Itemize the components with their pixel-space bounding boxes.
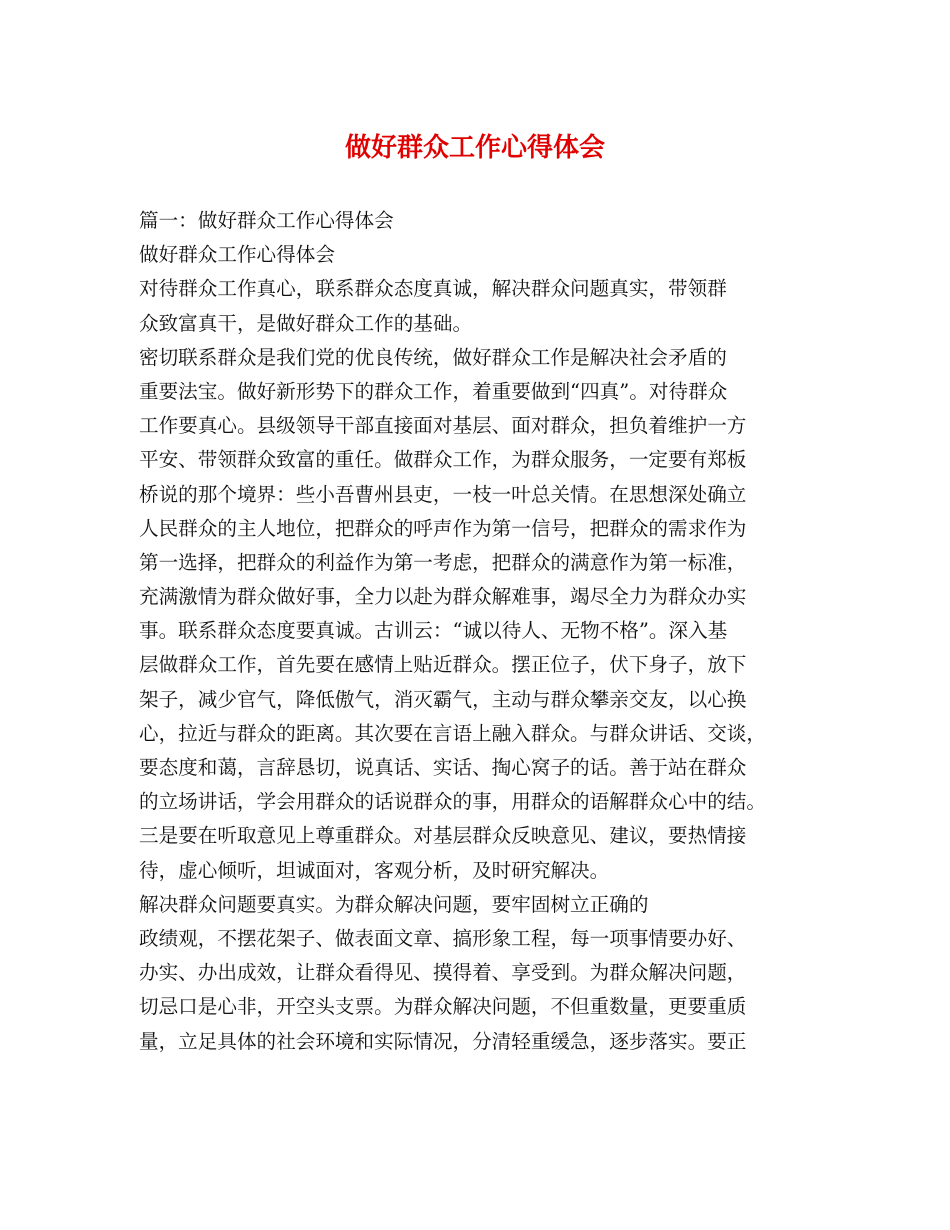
body-line: 工作要真心。县级领导干部直接面对基层、面对群众，担负着维护一方 [139,414,747,438]
body-line: 办实、办出成效，让群众看得见、摸得着、享受到。为群众解决问题， [139,961,747,985]
body-line: 切忌口是心非，开空头支票。为群众解决问题，不但重数量，更要重质 [139,995,747,1019]
body-line: 架子，减少官气，降低傲气，消灭霸气，主动与群众攀亲交友，以心换 [139,687,747,711]
document-body [139,204,839,1059]
body-line: 对待群众工作真心，联系群众态度真诚，解决群众问题真实，带领群 [139,277,727,301]
body-line: 做好群众工作心得体会 [139,243,335,267]
body-line: 待，虚心倾听，坦诚面对，客观分析，及时研究解决。 [139,858,610,882]
body-line: 解决群众问题要真实。为群众解决问题，要牢固树立正确的 [139,892,649,916]
body-line: 政绩观，不摆花架子、做表面文章、搞形象工程，每一项事情要办好、 [139,926,747,950]
body-line: 量，立足具体的社会环境和实际情况，分清轻重缓急，逐步落实。要正 [139,1029,747,1053]
body-line: 的立场讲话，学会用群众的话说群众的事，用群众的语解群众心中的结。 [139,790,766,814]
body-line: 层做群众工作，首先要在感情上贴近群众。摆正位子，伏下身子，放下 [139,653,747,677]
body-line: 篇一：做好群众工作心得体会 [139,209,394,232]
body-line: 要态度和蔼，言辞恳切，说真话、实话、掏心窝子的话。善于站在群众 [139,756,747,779]
body-line: 人民群众的主人地位，把群众的呼声作为第一信号，把群众的需求作为 [139,516,747,540]
body-line: 平安、带领群众致富的重任。做群众工作，为群众服务，一定要有郑板 [139,448,747,472]
body-line: 密切联系群众是我们党的优良传统，做好群众工作是解决社会矛盾的 [139,345,727,369]
body-line: 充满激情为群众做好事，全力以赴为群众解难事，竭尽全力为群众办实 [139,585,747,609]
document-title: 做好群众工作心得体会 [344,133,605,163]
body-line: 桥说的那个境界：些小吾曹州县吏，一枝一叶总关情。在思想深处确立 [139,482,747,506]
body-line: 心，拉近与群众的距离。其次要在言语上融入群众。与群众讲话、交谈， [139,721,766,745]
body-line: 第一选择，把群众的利益作为第一考虑，把群众的满意作为第一标准， [139,550,747,574]
body-line: 三是要在听取意见上尊重群众。对基层群众反映意见、建议，要热情接 [139,824,747,848]
body-line: 重要法宝。做好新形势下的群众工作，着重要做到“四真”。对待群众 [139,379,728,403]
body-line: 众致富真干，是做好群众工作的基础。 [139,311,473,335]
body-line: 事。联系群众态度要真诚。古训云：“诚以待人、无物不格”。深入基 [139,619,728,643]
